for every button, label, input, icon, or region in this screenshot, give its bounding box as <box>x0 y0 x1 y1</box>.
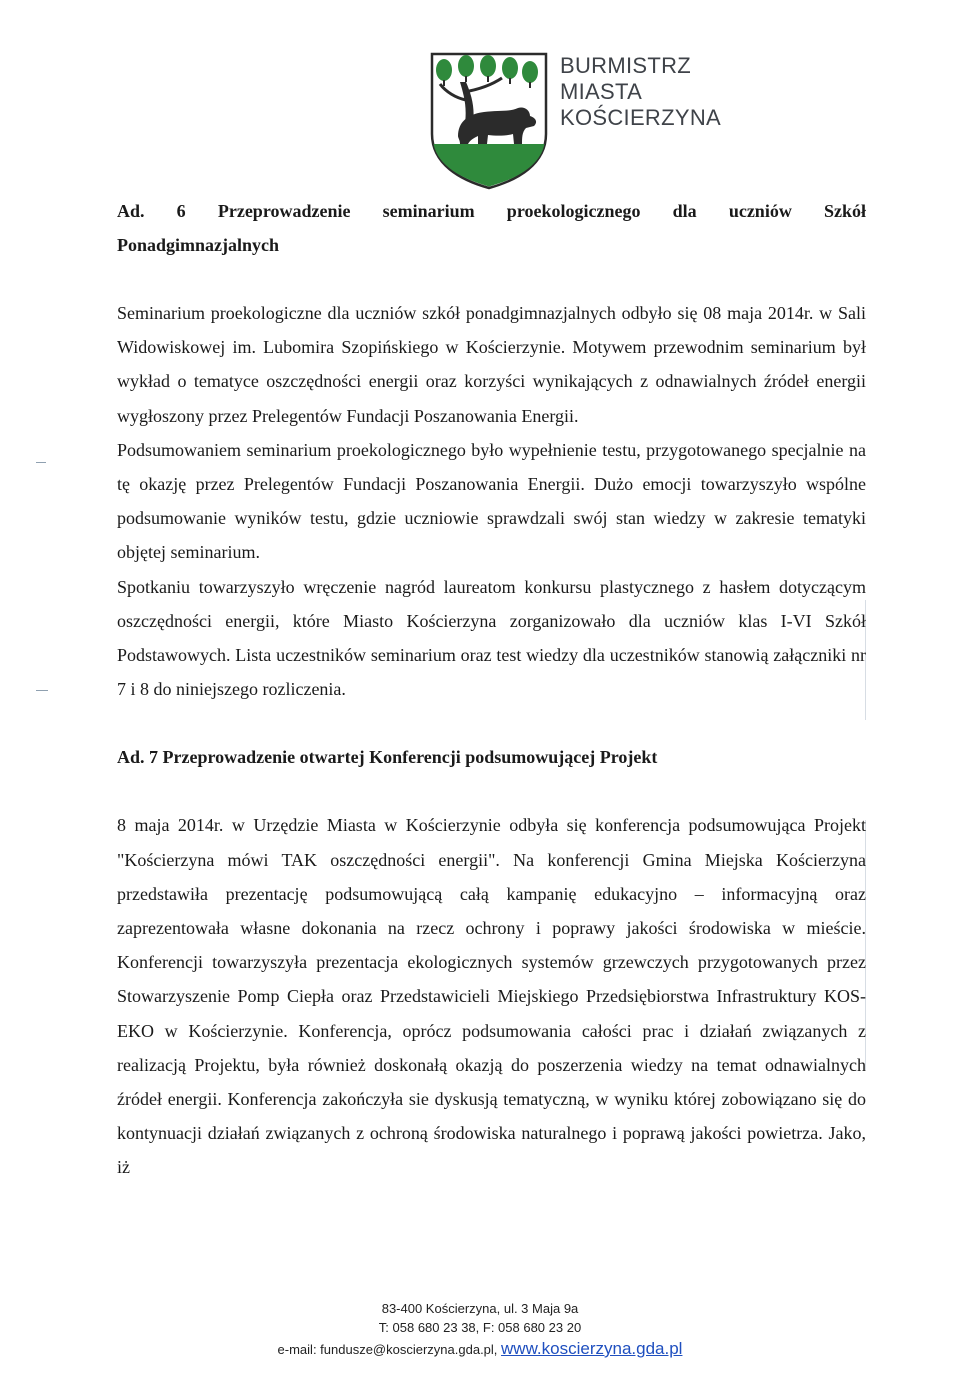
section-heading-6-line-2: Ponadgimnazjalnych <box>117 235 280 255</box>
footer-contact <box>0 1337 960 1362</box>
spacer <box>117 262 866 296</box>
issuer-line-1: BURMISTRZ <box>560 53 692 78</box>
spacer <box>117 774 866 808</box>
issuer-line-3: KOŚCIERZYNA <box>560 105 721 130</box>
footer-email[interactable]: e-mail: fundusze@koscierzyna.gda.pl, <box>277 1342 498 1357</box>
section-7-paragraph-1: 8 maja 2014r. w Urzędzie Miasta w Kościerzynie odbyła się konferencja podsumowująca Projekt "Kościerzyna mówi TAK oszczędności energii". Na konferencji Gmina Miejska Kościerzyna przedstawiła prezentację podsumowującą całą kampanię edukacyjno – informacyjną oraz zaprezentowała własne dokonania na rzecz ochrony i poprawy jakości środowiska w mieście. Konferencji towarzyszyła prezentacja ekologicznych systemów grzewczych przygotowanych przez Stowarzyszenie Pomp Ciepła oraz Przedstawicieli Miejskiego Przedsiębiorstwa Infrastruktury KOS-EKO w Kościerzynie. Konferencja, oprócz podsumowania całości prac i działań związanych z realizacją Projektu, była również doskonałą okazją do poszerzenia wiedzy na temat odnawialnych źródeł energii. Konferencja zakończyła sie dyskusją tematyczną, w wyniku której zobowiązano się do kontynuacji działań związanych z ochroną środowiska naturalnego i poprawą jakości powietrza. Jako, iż <box>117 815 866 1178</box>
margin-mark <box>36 462 46 463</box>
bear-oak-crest-icon <box>430 52 548 190</box>
spacer <box>117 706 866 740</box>
section-6-paragraph-1: Seminarium proekologiczne dla uczniów szkół ponadgimnazjalnych odbyło się 08 maja 2014r. w Sali Widowiskowej im. Lubomira Szopińskiego w Kościerzynie. Motywem przewodnim seminarium był wykład o tematyce oszczędności energii oraz korzyści wynikających z odnawialnych źródeł energii wygłoszony przez Prelegentów Fundacji Poszanowania Energii. <box>117 303 866 426</box>
section-6-paragraph-3: Spotkaniu towarzyszyło wręczenie nagród laureatom konkursu plastycznego z hasłem dotyczącym oszczędności energii, które Miasto Kościerzyna zorganizowało dla uczniów klas I-VI Szkół Podstawowych. Lista uczestników seminarium oraz test wiedzy dla uczestników stanowią załączniki nr 7 i 8 do niniejszego rozliczenia. <box>117 576 866 700</box>
footer-address: 83-400 Kościerzyna, ul. 3 Maja 9a <box>381 1301 579 1316</box>
footer-phone: T: 058 680 23 38, F: 058 680 23 20 <box>378 1320 582 1335</box>
footer-website-link[interactable]: www.koscierzyna.gda.pl <box>501 1339 683 1358</box>
section-heading-6-line-1: Ad. 6 Przeprowadzenie seminarium proekologicznego dla uczniów Szkół <box>117 201 866 221</box>
issuer-line-2: MIASTA <box>560 79 643 104</box>
document-body <box>117 194 866 1185</box>
page-footer <box>0 1299 960 1362</box>
letterhead <box>430 52 730 192</box>
section-6-paragraph-2: Podsumowaniem seminarium proekologicznego było wypełnienie testu, przygotowanego specjalnie na tę okazję przez Prelegentów Fundacji Poszanowania Energii. Dużo emocji towarzyszyło wspólne podsumowanie wyników testu, gdzie uczniowie sprawdzali swój stan wiedzy w zakresie tematyki objętej seminarium. <box>117 439 866 563</box>
margin-mark <box>36 690 48 691</box>
issuer-name <box>560 53 721 131</box>
section-heading-7: Ad. 7 Przeprowadzenie otwartej Konferencji podsumowującej Projekt <box>117 747 658 768</box>
